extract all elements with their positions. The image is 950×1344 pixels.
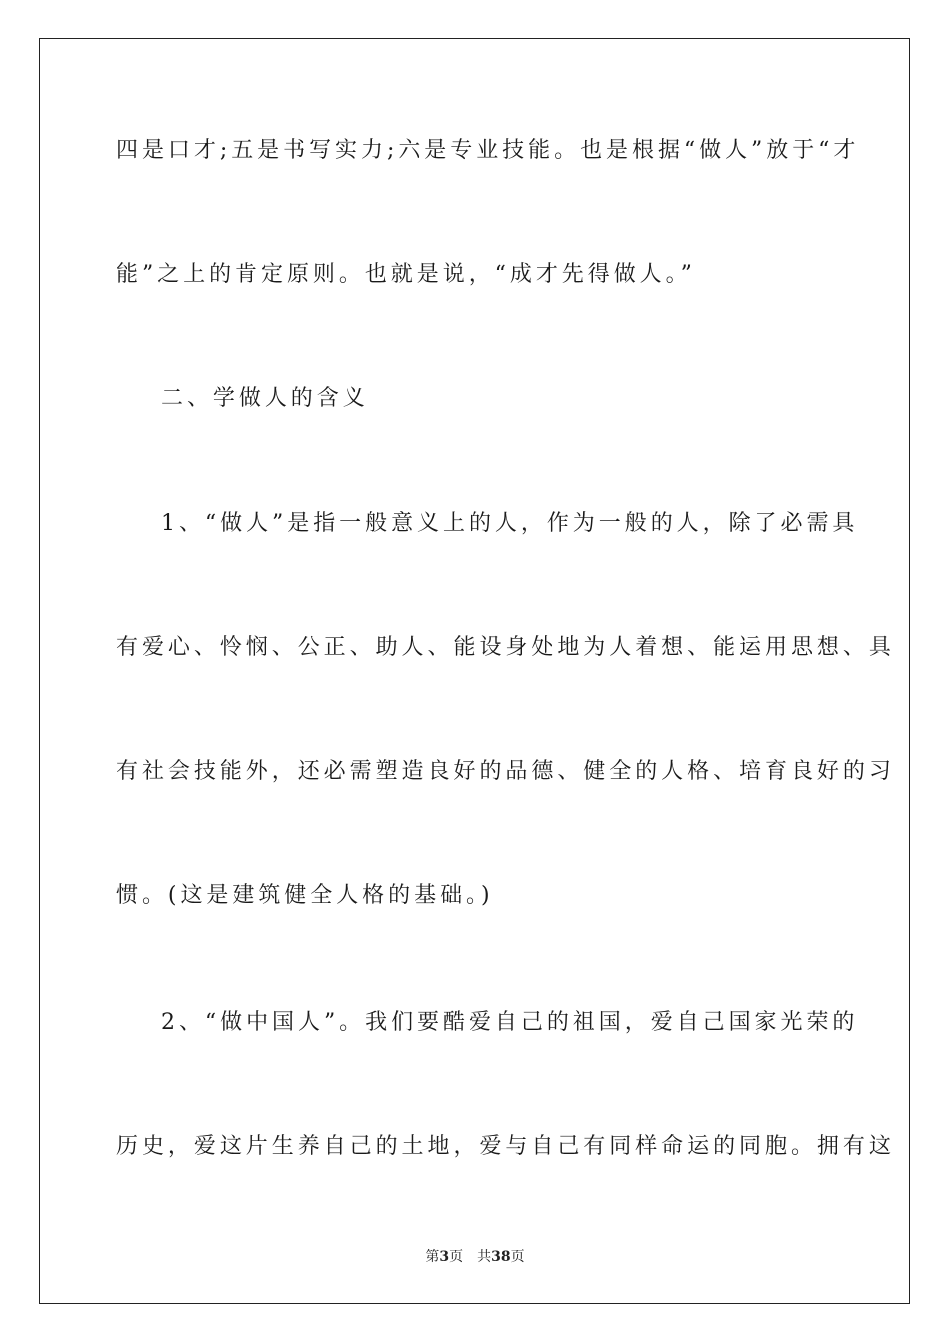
page-border (39, 38, 910, 1304)
footer-page-prefix: 第 (425, 1249, 440, 1265)
paragraph-line-8: 2、“做中国人”。我们要酷爱自己的祖国，爱自己国家光荣的 (161, 1010, 859, 1035)
paragraph-line-1: 四是口才;五是书写实力;六是专业技能。也是根据“做人”放于“才 (116, 138, 860, 163)
paragraph-line-4: 1、“做人”是指一般意义上的人，作为一般的人，除了必需具 (161, 511, 859, 536)
paragraph-line-2: 能”之上的肯定原则。也就是说，“成才先得做人。” (116, 262, 696, 287)
footer-page-number: 3 (439, 1249, 450, 1265)
paragraph-line-7: 惯。(这是建筑健全人格的基础。) (116, 883, 494, 908)
footer-total-suffix: 页 (510, 1249, 525, 1265)
footer-total-pages: 38 (491, 1249, 511, 1265)
paragraph-line-5: 有爱心、怜悯、公正、助人、能设身处地为人着想、能运用思想、具 (116, 635, 895, 660)
page-footer (0, 1247, 950, 1267)
paragraph-line-9: 历史，爱这片生养自己的土地，爱与自己有同样命运的同胞。拥有这 (116, 1134, 895, 1159)
footer-total-prefix: 共 (477, 1249, 492, 1265)
paragraph-line-6: 有社会技能外，还必需塑造良好的品德、健全的人格、培育良好的习 (116, 759, 895, 784)
section-heading: 二、学做人的含义 (161, 386, 369, 411)
footer-page-suffix: 页 (449, 1249, 464, 1265)
